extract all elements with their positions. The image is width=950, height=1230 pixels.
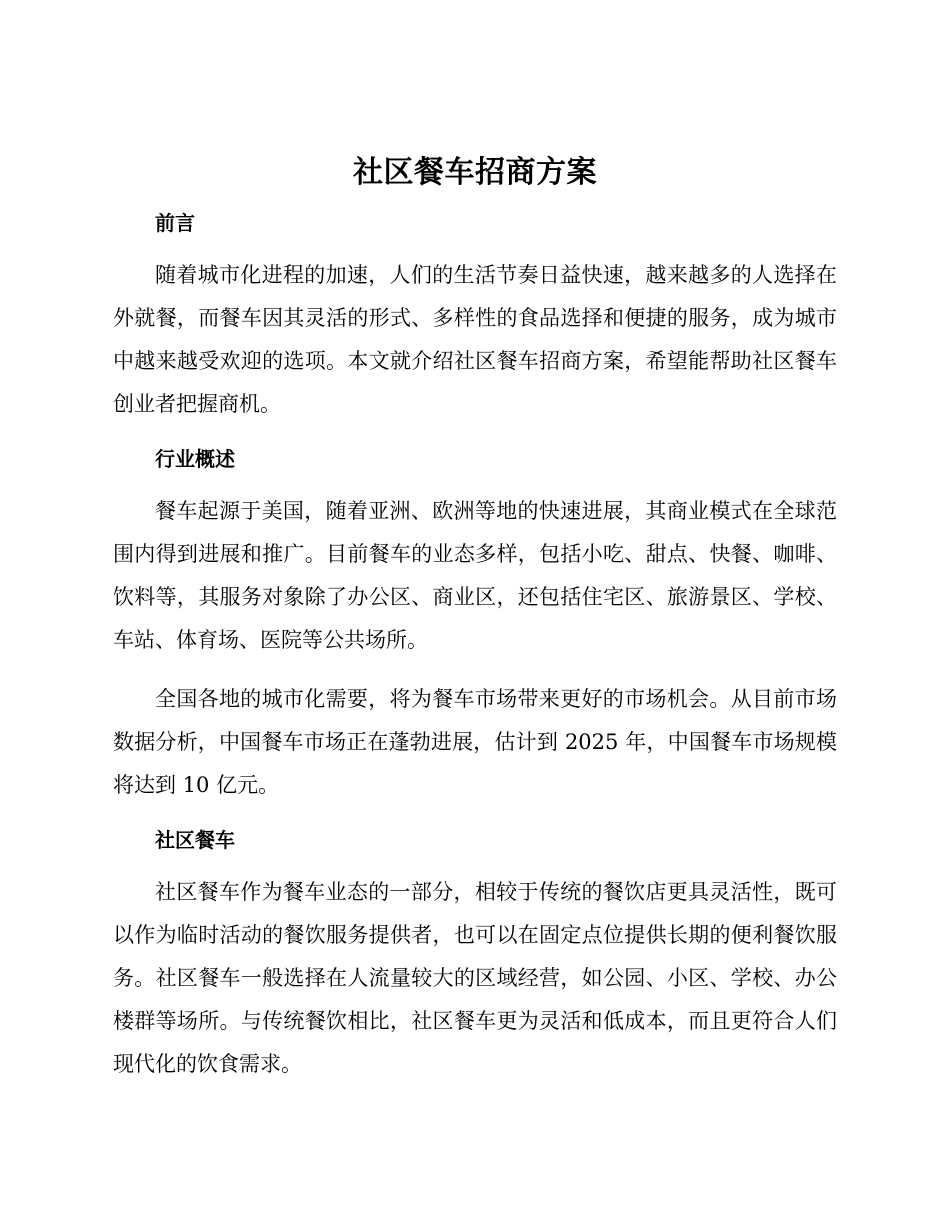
paragraph: 随着城市化进程的加速，人们的生活节奏日益快速，越来越多的人选择在外就餐，而餐车因其灵活的形式、多样性的食品选择和便捷的服务，成为城市中越来越受欢迎的选项。本文就介绍社区餐车招商方案，希望能帮助社区餐车创业者把握商机。 — [113, 263, 837, 416]
paragraph: 餐车起源于美国，随着亚洲、欧洲等地的快速进展，其商业模式在全球范围内得到进展和推广。目前餐车的业态多样，包括小吃、甜点、快餐、咖啡、饮料等，其服务对象除了办公区、商业区，还包括住宅区、旅游景区、学校、车站、体育场、医院等公共场所。 — [113, 499, 837, 652]
document-page — [113, 150, 837, 1086]
section-industry-overview — [113, 444, 837, 807]
section-community-food-truck — [113, 825, 837, 1086]
section-heading: 社区餐车 — [155, 828, 235, 852]
section-heading: 行业概述 — [155, 447, 235, 471]
document-title: 社区餐车招商方案 — [353, 155, 597, 190]
section-heading: 前言 — [155, 211, 195, 235]
paragraph: 社区餐车作为餐车业态的一部分，相较于传统的餐饮店更具灵活性，既可以作为临时活动的餐饮服务提供者，也可以在固定点位提供长期的便利餐饮服务。社区餐车一般选择在人流量较大的区域经营，如公园、小区、学校、办公楼群等场所。与传统餐饮相比，社区餐车更为灵活和低成本，而且更符合人们现代化的饮食需求。 — [113, 880, 837, 1076]
section-preface — [113, 208, 837, 426]
paragraph: 全国各地的城市化需要，将为餐车市场带来更好的市场机会。从目前市场数据分析，中国餐车市场正在蓬勃进展，估计到 2025 年，中国餐车市场规模将达到 10 亿元。 — [113, 687, 837, 797]
